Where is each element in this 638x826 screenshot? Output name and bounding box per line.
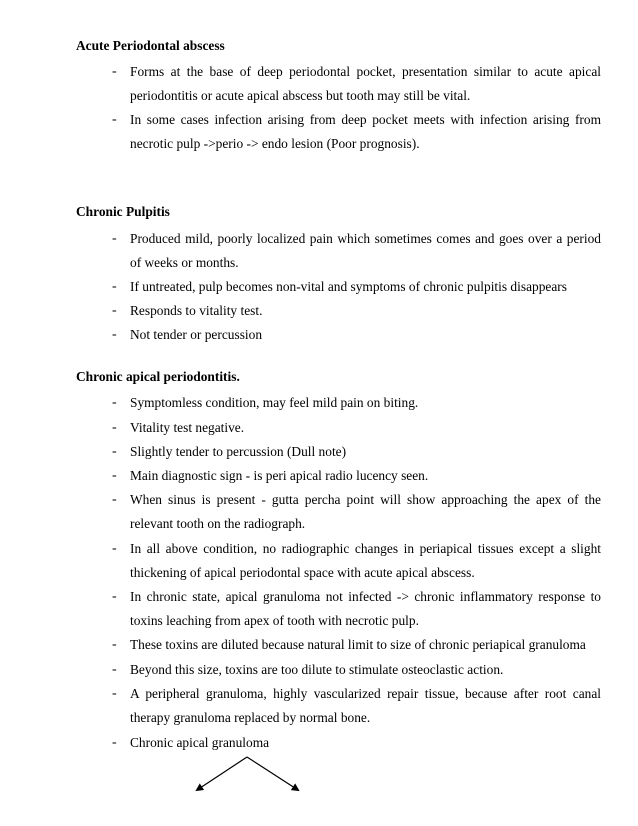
list-item: Forms at the base of deep periodontal pocket, presentation similar to acute apical periodontitis or acute apical abscess but tooth may still be vital. xyxy=(130,64,601,103)
bullet-dash: - xyxy=(112,589,117,604)
bullet-dash: - xyxy=(112,492,117,507)
list-item: These toxins are diluted because natural limit to size of chronic periapical granuloma xyxy=(130,637,586,652)
list-item: Produced mild, poorly localized pain which sometimes comes and goes over a period of weeks or months. xyxy=(130,231,601,270)
bullet-dash: - xyxy=(112,686,117,701)
section-heading-acute-periodontal-abscess: Acute Periodontal abscess xyxy=(76,38,225,53)
list-item: Responds to vitality test. xyxy=(130,303,263,318)
bullet-dash: - xyxy=(112,303,117,318)
list-item: Slightly tender to percussion (Dull note) xyxy=(130,444,347,459)
bullet-dash: - xyxy=(112,64,117,79)
bullet-dash: - xyxy=(112,541,117,556)
list-item: When sinus is present - gutta percha point will show approaching the apex of the relevant tooth on the radiograph. xyxy=(130,492,601,531)
bullet-dash: - xyxy=(112,420,117,435)
list-item: Not tender or percussion xyxy=(130,327,263,342)
list-item: Chronic apical granuloma xyxy=(130,735,270,750)
bullet-dash: - xyxy=(112,662,117,677)
list-item: Vitality test negative. xyxy=(130,420,245,435)
section-heading-chronic-pulpitis: Chronic Pulpitis xyxy=(76,204,170,219)
bullet-dash: - xyxy=(112,112,117,127)
bullet-dash: - xyxy=(112,468,117,483)
bullet-dash: - xyxy=(112,231,117,246)
list-item: Symptomless condition, may feel mild pain on biting. xyxy=(130,395,419,410)
bullet-dash: - xyxy=(112,637,117,652)
section-heading-chronic-apical-periodontitis: Chronic apical periodontitis. xyxy=(76,369,240,384)
list-item: A peripheral granuloma, highly vascularized repair tissue, because after root canal therapy granuloma replaced by normal bone. xyxy=(130,686,601,725)
bullet-dash: - xyxy=(112,327,117,342)
bullet-dash: - xyxy=(112,735,117,750)
list-item: In all above condition, no radiographic changes in periapical tissues except a slight thickening of apical periodontal space with acute apical abscess. xyxy=(130,541,601,580)
right-arrow xyxy=(247,757,298,790)
bullet-dash: - xyxy=(112,444,117,459)
left-arrow xyxy=(197,757,247,790)
list-item: In chronic state, apical granuloma not infected -> chronic inflammatory response to toxins leaching from apex of tooth with necrotic pulp. xyxy=(130,589,601,628)
list-item: Main diagnostic sign - is peri apical radio lucency seen. xyxy=(130,468,429,483)
list-item: Beyond this size, toxins are too dilute to stimulate osteoclastic action. xyxy=(130,662,504,677)
bullet-dash: - xyxy=(112,395,117,410)
list-item: In some cases infection arising from deep pocket meets with infection arising from necrotic pulp ->perio -> endo lesion (Poor prognosis). xyxy=(130,112,601,151)
list-item: If untreated, pulp becomes non-vital and symptoms of chronic pulpitis disappears xyxy=(130,279,567,294)
bullet-dash: - xyxy=(112,279,117,294)
